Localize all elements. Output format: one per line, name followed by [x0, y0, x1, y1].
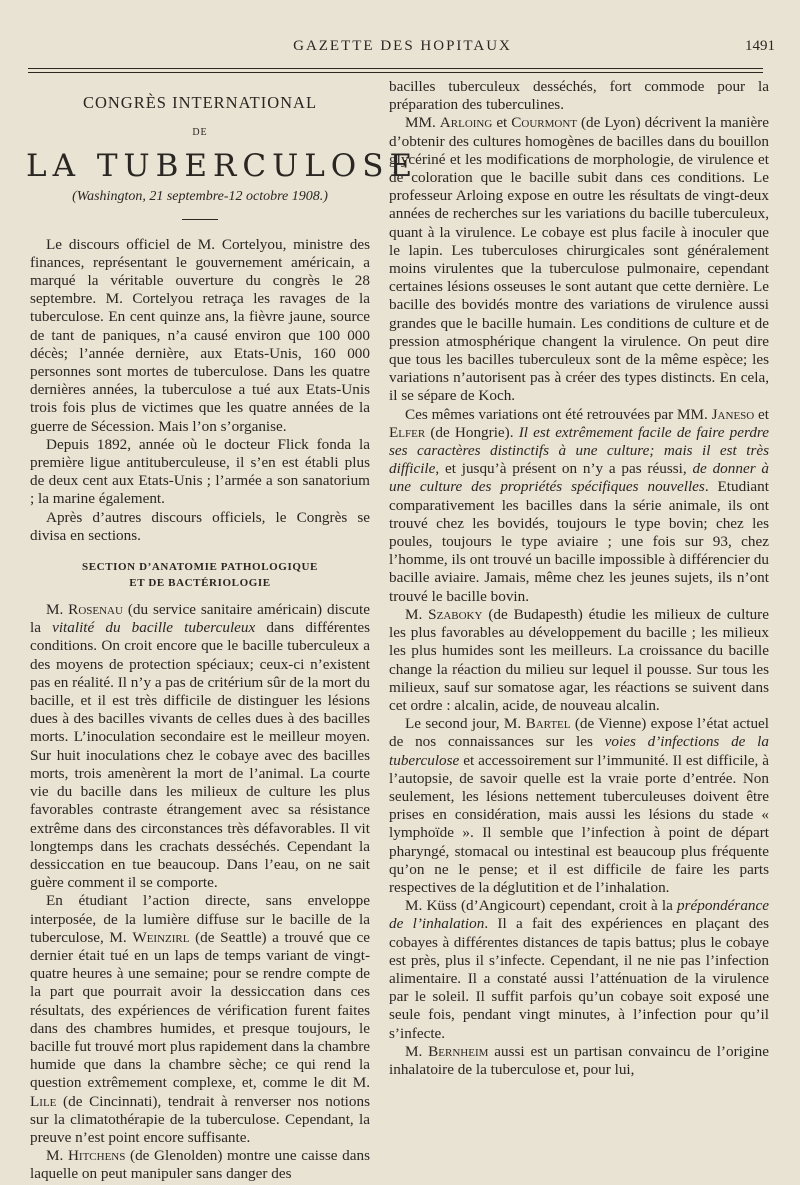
emphasis-text: de donner à une culture des propriétés spécifiques nouvelles [389, 460, 769, 496]
section-heading-line1: SECTION D’ANATOMIE PATHOLOGIQUE [82, 561, 318, 574]
congress-heading-de: DE [192, 127, 208, 139]
header-rule-bottom [28, 72, 763, 73]
author-name: Szaboky [428, 605, 483, 623]
author-name: Janeso [711, 405, 755, 423]
author-name: Bartel [525, 715, 571, 733]
author-name: Lile [30, 1092, 57, 1110]
section-heading-line2: ET DE BACTÉRIOLOGIE [129, 577, 271, 590]
congress-heading: CONGRÈS INTERNATIONAL [82, 93, 318, 112]
emphasis-text: voies d’infections de la tuberculose [389, 733, 769, 769]
page-number: 1491 [745, 38, 775, 54]
author-name: Elfer [389, 423, 426, 441]
author-name: Courmont [511, 114, 578, 132]
article-dateline: (Washington, 21 septembre-12 octobre 1908.) [72, 189, 328, 205]
paragraph-szaboky: M. Szaboky (de Budapesth) étudie les milieux de culture les plus favorables au développement du bacille ; les milieux les plus humides sont les meilleurs. La croissance du bacille change la réaction du milieu sur lequel il pousse. Sur tous les milieux, sauf sur somatose agar, les réactions se suivent dans cet ordre : alcalin, acide, de nouveau alcalin. [389, 605, 769, 714]
emphasis-text: prépondérance de l’inhalation [389, 897, 769, 933]
author-name: M. Rosenau [46, 601, 123, 619]
paragraph-bernheim: M. Bernheim aussi est un partisan convaincu de l’origine inhalatoire de la tuberculose et, pour lui, [389, 1042, 769, 1078]
author-name: Arloing [439, 114, 493, 132]
paragraph-bartel: Le second jour, M. Bartel (de Vienne) expose l’état actuel de nos connaissances sur les voies d’infections de la tuberculose et accessoirement sur l’immunité. Il est difficile, à l’autopsie, de savoir quelle est la vraie porte d’entrée. Non seulement, les lésions nettement tuberculeuses doivent être prises en considération, mais aussi les lésions du stade « lymphoïde ». Il semble que l’infection à point de départ pharyngé, stomacal ou intestinal est beaucoup plus fréquente qu’on ne le pense; et il est difficile de faire les parts respectives de la déglutition et de l’inhalation. [389, 715, 769, 896]
header-rule-top [28, 68, 763, 69]
title-divider [182, 219, 218, 220]
paragraph-hitchens: M. Hitchens (de Glenolden) montre une caisse dans laquelle on peut manipuler sans danger des [30, 1147, 370, 1183]
author-name: Hitchens [67, 1147, 126, 1165]
paragraph-continuation: bacilles tuberculeux desséchés, fort commode pour la préparation des tuberculines. [389, 78, 769, 114]
paragraph-sections: Après d’autres discours officiels, le Congrès se divisa en sections. [30, 508, 370, 544]
paragraph-weinzirl: En étudiant l’action directe, sans enveloppe interposée, de la lumière diffuse sur le bacille de la tuberculose, M. Weinzirl (de Seattle) a trouvé que ce dernier était tué en un laps de temps variant de vingt-quatre heures à une semaine; pour se rendre compte de la part que pourrait avoir la dessiccation dans ces résultats, des expériences de vérification furent faites dans des chambres humides, et presque toujours, le bacille fut trouvé mort plus rapidement dans la chambre humide que dans la chambre sèche; ce qui rend la question extrêmement complexe, et, comme le dit M. Lile (de Cincinnati), tendrait à renverser nos notions sur la climatothérapie de la tuberculose. Cependant, la preuve n’est point encore suffisante. [30, 892, 370, 1146]
page-header [30, 38, 775, 60]
emphasis-text: vitalité du bacille tuberculeux [52, 619, 256, 637]
paragraph-janeso: Ces mêmes variations ont été retrouvées par MM. Janeso et Elfer (de Hongrie). Il est extrêmement facile de faire perdre ses caractères distinctifs à une culture; mais il est très difficile, et jusqu’à présent on n’y a pas réussi, de donner à une culture des propriétés spécifiques nouvelles. Etudiant comparativement les bacilles dans la série animale, ils ont trouvé chez les bovidés, toujours le type bovin; chez les poules, toujours le type aviaire ; une fois sur 93, chez l’homme, ils ont trouvé un bacille impossible à différencier du bacille aviaire. Jamais, même chez les jeunes sujets, ils n’ont trouvé le bacille bovin. [389, 405, 769, 605]
paragraph-cortelyou: Le discours officiel de M. Cortelyou, ministre des finances, représentant le gouvernement américain, a marqué la véritable ouverture du congrès le 28 septembre. M. Cortelyou retraça les ravages de la tuberculose. En cent quinze ans, la fièvre jaune, source de tant de paniques, n’a causé environ que 100 000 décès; l’année dernière, aux Etats-Unis, 160 000 personnes sont mortes de tuberculose. Dans les quatre dernières années, la tuberculose a tué aux Etats-Unis trois fois plus de victimes que les quatre années de la guerre de Sécession. Mais l’on s’organise. [30, 235, 370, 435]
paragraph-flick: Depuis 1892, année où le docteur Flick fonda la première ligue antituberculeuse, il s’en est établi plus de deux cent aux Etats-Unis ; l’armée a son sanatorium ; la marine également. [30, 435, 370, 508]
paragraph-arloing: MM. Arloing et Courmont (de Lyon) décrivent la manière d’obtenir des cultures homogènes de bacilles dans du bouillon glycériné et les modifications de morphologie, de virulence et de coloration que le bacille subit dans ces conditions. Le professeur Arloing expose en outre les résultats de vingt-deux années de recherches sur les variations du bacille tuberculeux, quant à la virulence. Le cobaye est plus facile à inoculer que le lapin. Les tuberculoses chirurgicales sont généralement moins virulentes que la tuberculose pulmonaire, cependant certaines lésions osseuses le sont autant que cette dernière. Le bacille des bovidés montre des variations de virulence aussi grandes que le bacille humain. Les conditions de culture et de pression atmosphérique changent la virulence. On peut dire que tous les bacilles tuberculeux sont de la même espèce; les variations n’autorisent pas à créer des types distincts. En cela, il se sépare de Koch. [389, 114, 769, 405]
paragraph-rosenau: M. Rosenau (du service sanitaire américain) discute la vitalité du bacille tuberculeux dans différentes conditions. On croit encore que le bacille tuberculeux a des moyens de protection spéciaux; ceux-ci n’existent pas en réalité. Il n’y a pas de critérium sûr de la mort du bacille, et il est très difficile de distinguer les lésions dues à des bacilles vivants de celles dues à des bacilles morts. L’inoculation secondaire est le meilleur moyen. Sur huit inoculations chez le cobaye avec des bacilles morts, trois amenèrent la mort de l’animal. La courte vie du bacille dans les milieux de culture les plus favorables contraste étrangement avec sa résistance extrême dans des circonstances très défavorables. Il vit longtemps dans les crachats desséchés. Cependant la dessiccation en tue beaucoup. Dans l’eau, on ne sait guère comment il se comporte. [30, 601, 371, 892]
right-column [389, 78, 769, 1079]
paragraph-kuss: M. Küss (d’Angicourt) cependant, croit à la prépondérance de l’inhalation. Il a fait des expériences en plaçant des cobayes à différentes distances de tapis battus; plus le cobaye est près, plus il s’infecte. Cependant, il ne nie pas l’infection alimentaire. Il a constaté aussi l’atténuation de la virulence par le soleil. Il suffit parfois qu’un cobaye soit exposé une seule fois, pendant vingt minutes, à l’infection pour qu’il s’infecte. [389, 897, 769, 1042]
section-heading [30, 559, 370, 591]
article-title: LA TUBERCULOSE [26, 148, 419, 185]
author-name: Bernheim [428, 1042, 489, 1060]
author-name: Weinzirl [132, 928, 190, 946]
emphasis-text: Il est extrêmement facile de faire perdre ses caractères distinctifs à une culture; mais il est très difficile [389, 423, 769, 478]
running-title: GAZETTE DES HOPITAUX [293, 38, 512, 54]
